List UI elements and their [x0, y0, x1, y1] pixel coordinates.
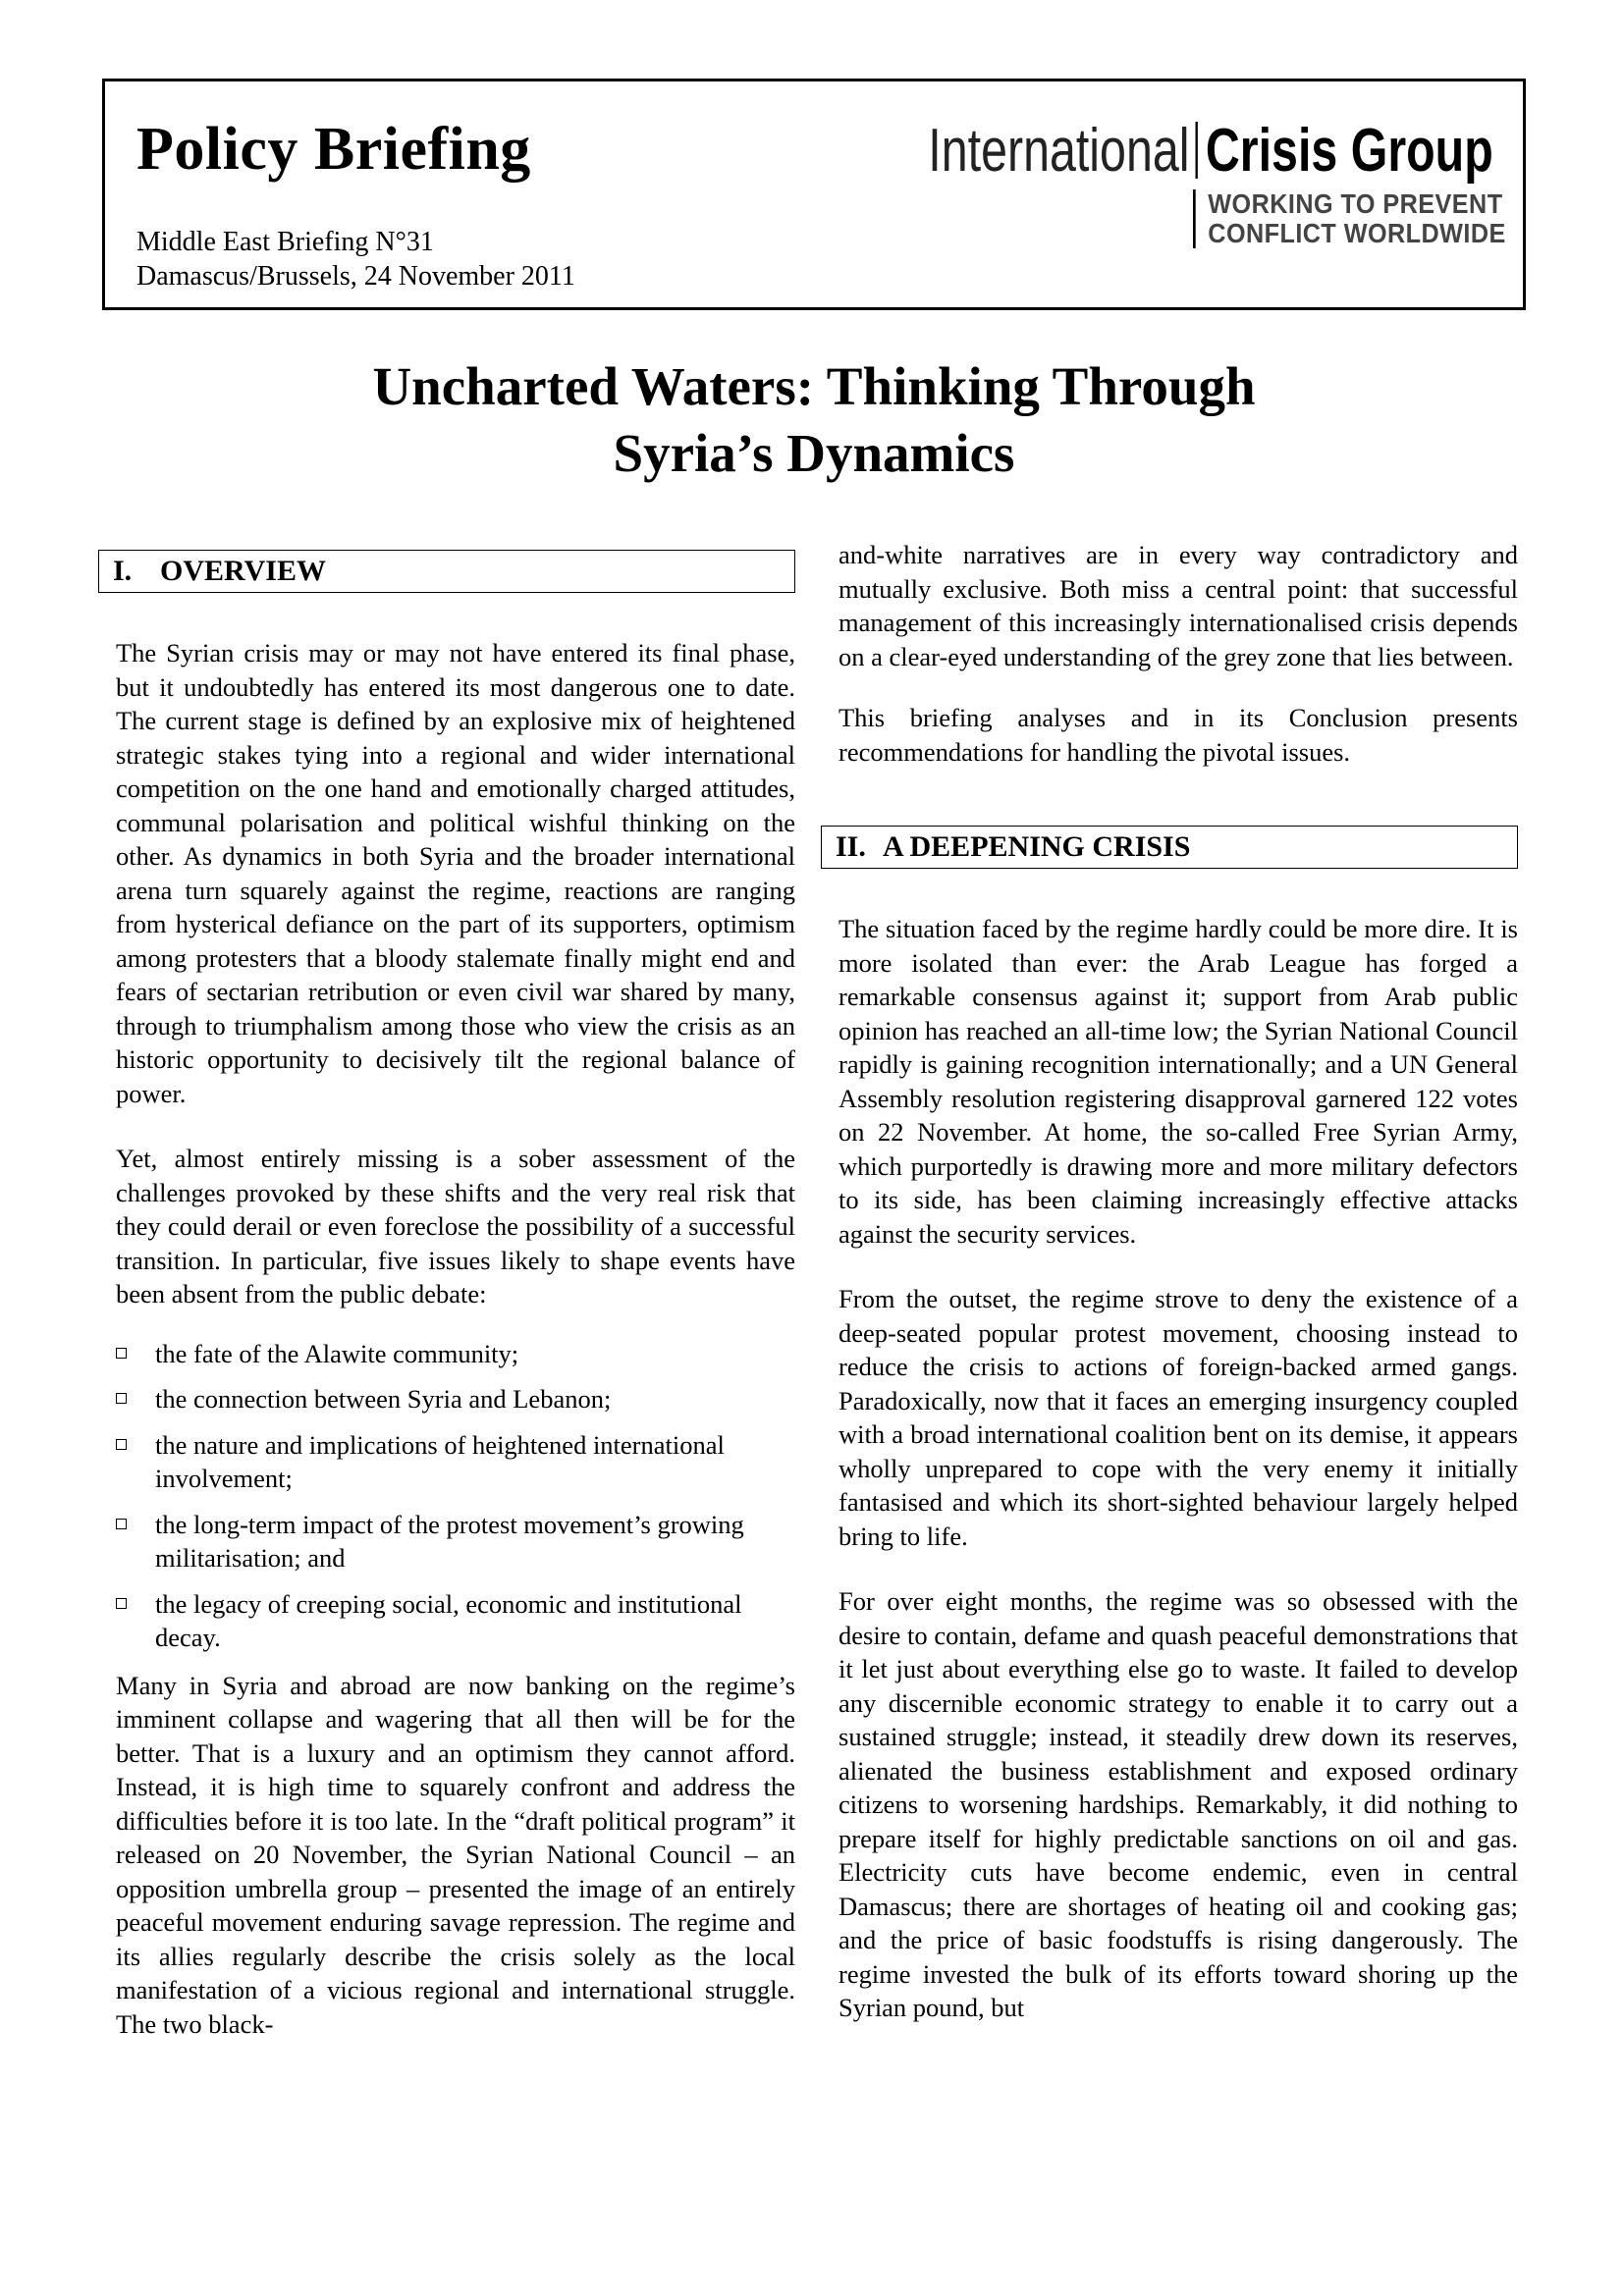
checkbox-bullet-icon	[116, 1393, 127, 1404]
paragraph: Many in Syria and abroad are now banking on the regime’s imminent collapse and wagering that all then will be for the better. That is a luxury and an optimism they cannot afford. Instead, it is high time to squarely confront and address the difficulties before it is too late. In the “draft political program” it released on 20 November, the Syrian National Council – an opposition umbrella group – presented the image of an entirely peaceful movement enduring savage repression. The regime and its allies regularly describe the crisis solely as the local manifestation of a vicious regional and international struggle. The two black-	[116, 1670, 795, 2039]
paragraph: Yet, almost entirely missing is a sober assessment of the challenges provoked by these shifts and the very real risk that they could derail or even foreclose the possibility of a successful transition. In particular, five issues likely to shape events have been absent from the public debate:	[116, 1144, 795, 1308]
logo-divider	[1196, 122, 1198, 179]
header-meta	[136, 225, 575, 294]
logo-tagline-line2: CONFLICT WORLDWIDE	[1208, 218, 1506, 248]
place-date: Damascus/Brussels, 24 November 2011	[136, 261, 575, 292]
list-item-text: the long-term impact of the protest movement’s growing militarisation; and	[155, 1509, 744, 1573]
logo-tagline	[1193, 188, 1506, 248]
paragraph: and-white narratives are in every way contradictory and mutually exclusive. Both miss a central point: that successful management of this increasingly internationalised crisis depends on a clear-eyed understanding of the grey zone that lies between.	[839, 540, 1518, 671]
right-column	[836, 538, 1518, 2025]
list-item-text: the nature and implications of heightened international involvement;	[155, 1429, 725, 1493]
logo-international: International	[928, 117, 1190, 185]
list-item	[116, 1587, 795, 1655]
issues-list	[116, 1337, 795, 1655]
list-item	[116, 1428, 795, 1496]
section-number: II.	[836, 830, 866, 863]
checkbox-bullet-icon	[116, 1519, 127, 1529]
list-item-text: the fate of the Alawite community;	[155, 1338, 519, 1368]
logo-wordmark	[928, 117, 1493, 185]
document-title-line2: Syria’s Dynamics	[613, 423, 1015, 483]
paragraph: For over eight months, the regime was so obsessed with the desire to contain, defame and quash peaceful demonstrations that it let just about everything else go to waste. It failed to develop any discernible economic strategy to enable it to carry out a sustained struggle; instead, it steadily drew down its reserves, alienated the business establishment and exposed ordinary citizens to worsening hardships. Remarkably, it did nothing to prepare itself for highly predictable sanctions on oil and gas. Electricity cuts have become endemic, even in central Damascus; there are shortages of heating oil and cooking gas; and the price of basic foodstuffs is rising dangerously. The regime invested the bulk of its efforts toward shoring up the Syrian pound, but	[839, 1586, 1518, 2022]
logo-crisis-group: Crisis Group	[1206, 117, 1493, 185]
section-heading-deepening-crisis	[821, 826, 1518, 869]
crisis-group-logo	[914, 117, 1506, 268]
checkbox-bullet-icon	[116, 1439, 127, 1450]
header-box	[102, 79, 1526, 310]
list-item	[116, 1337, 795, 1371]
paragraph: From the outset, the regime strove to deny the existence of a deep-seated popular protest movement, choosing instead to reduce the crisis to actions of foreign-backed armed gangs. Paradoxically, now that it faces an emerging insurgency coupled with a broad international coalition bent on its demise, it appears wholly unprepared to cope with the very enemy it initially fantasised and which its short-sighted behaviour largely helped bring to life.	[839, 1284, 1518, 1551]
checkbox-bullet-icon	[116, 1598, 127, 1609]
section-heading-overview	[98, 550, 795, 593]
section-title: OVERVIEW	[160, 555, 326, 587]
section-number: I.	[113, 555, 133, 587]
logo-tagline-line1: WORKING TO PREVENT	[1208, 188, 1503, 219]
section-title: A DEEPENING CRISIS	[883, 830, 1191, 863]
briefing-number: Middle East Briefing N°31	[136, 227, 434, 257]
header-title: Policy Briefing	[136, 116, 531, 183]
list-item	[116, 1382, 795, 1416]
checkbox-bullet-icon	[116, 1348, 127, 1359]
list-item	[116, 1508, 795, 1575]
document-title-line1: Uncharted Waters: Thinking Through	[372, 356, 1256, 416]
paragraph: The situation faced by the regime hardly could be more dire. It is more isolated than ever: the Arab League has forged a remarkable consensus against it; support from Arab public opinion has reached an all-time low; the Syrian National Council rapidly is gaining recognition internationally; and a UN General Assembly resolution registering disapproval garnered 122 votes on 22 November. At home, the so-called Free Syrian Army, which purportedly is drawing more and more military defectors to its side, has been claiming increasingly effective attacks against the security services.	[839, 914, 1518, 1249]
left-column	[113, 550, 795, 2041]
document-title	[102, 353, 1526, 487]
list-item-text: the legacy of creeping social, economic and institutional decay.	[155, 1588, 742, 1652]
list-item-text: the connection between Syria and Lebanon;	[155, 1384, 612, 1414]
paragraph: This briefing analyses and in its Conclusion presents recommendations for handling the pivotal issues.	[839, 703, 1518, 767]
paragraph: The Syrian crisis may or may not have entered its final phase, but it undoubtedly has entered its most dangerous one to date. The current stage is defined by an explosive mix of heightened strategic stakes tying into a regional and wider international competition on the one hand and emotionally charged attitudes, communal polarisation and political wishful thinking on the other. As dynamics in both Syria and the broader international arena turn squarely against the regime, reactions are ranging from hysterical defiance on the part of its supporters, optimism among protesters that a bloody stalemate finally might end and fears of sectarian retribution or even civil war shared by many, through to triumphalism among those who view the crisis as an historic opportunity to decisively tilt the regional balance of power.	[116, 638, 795, 1108]
